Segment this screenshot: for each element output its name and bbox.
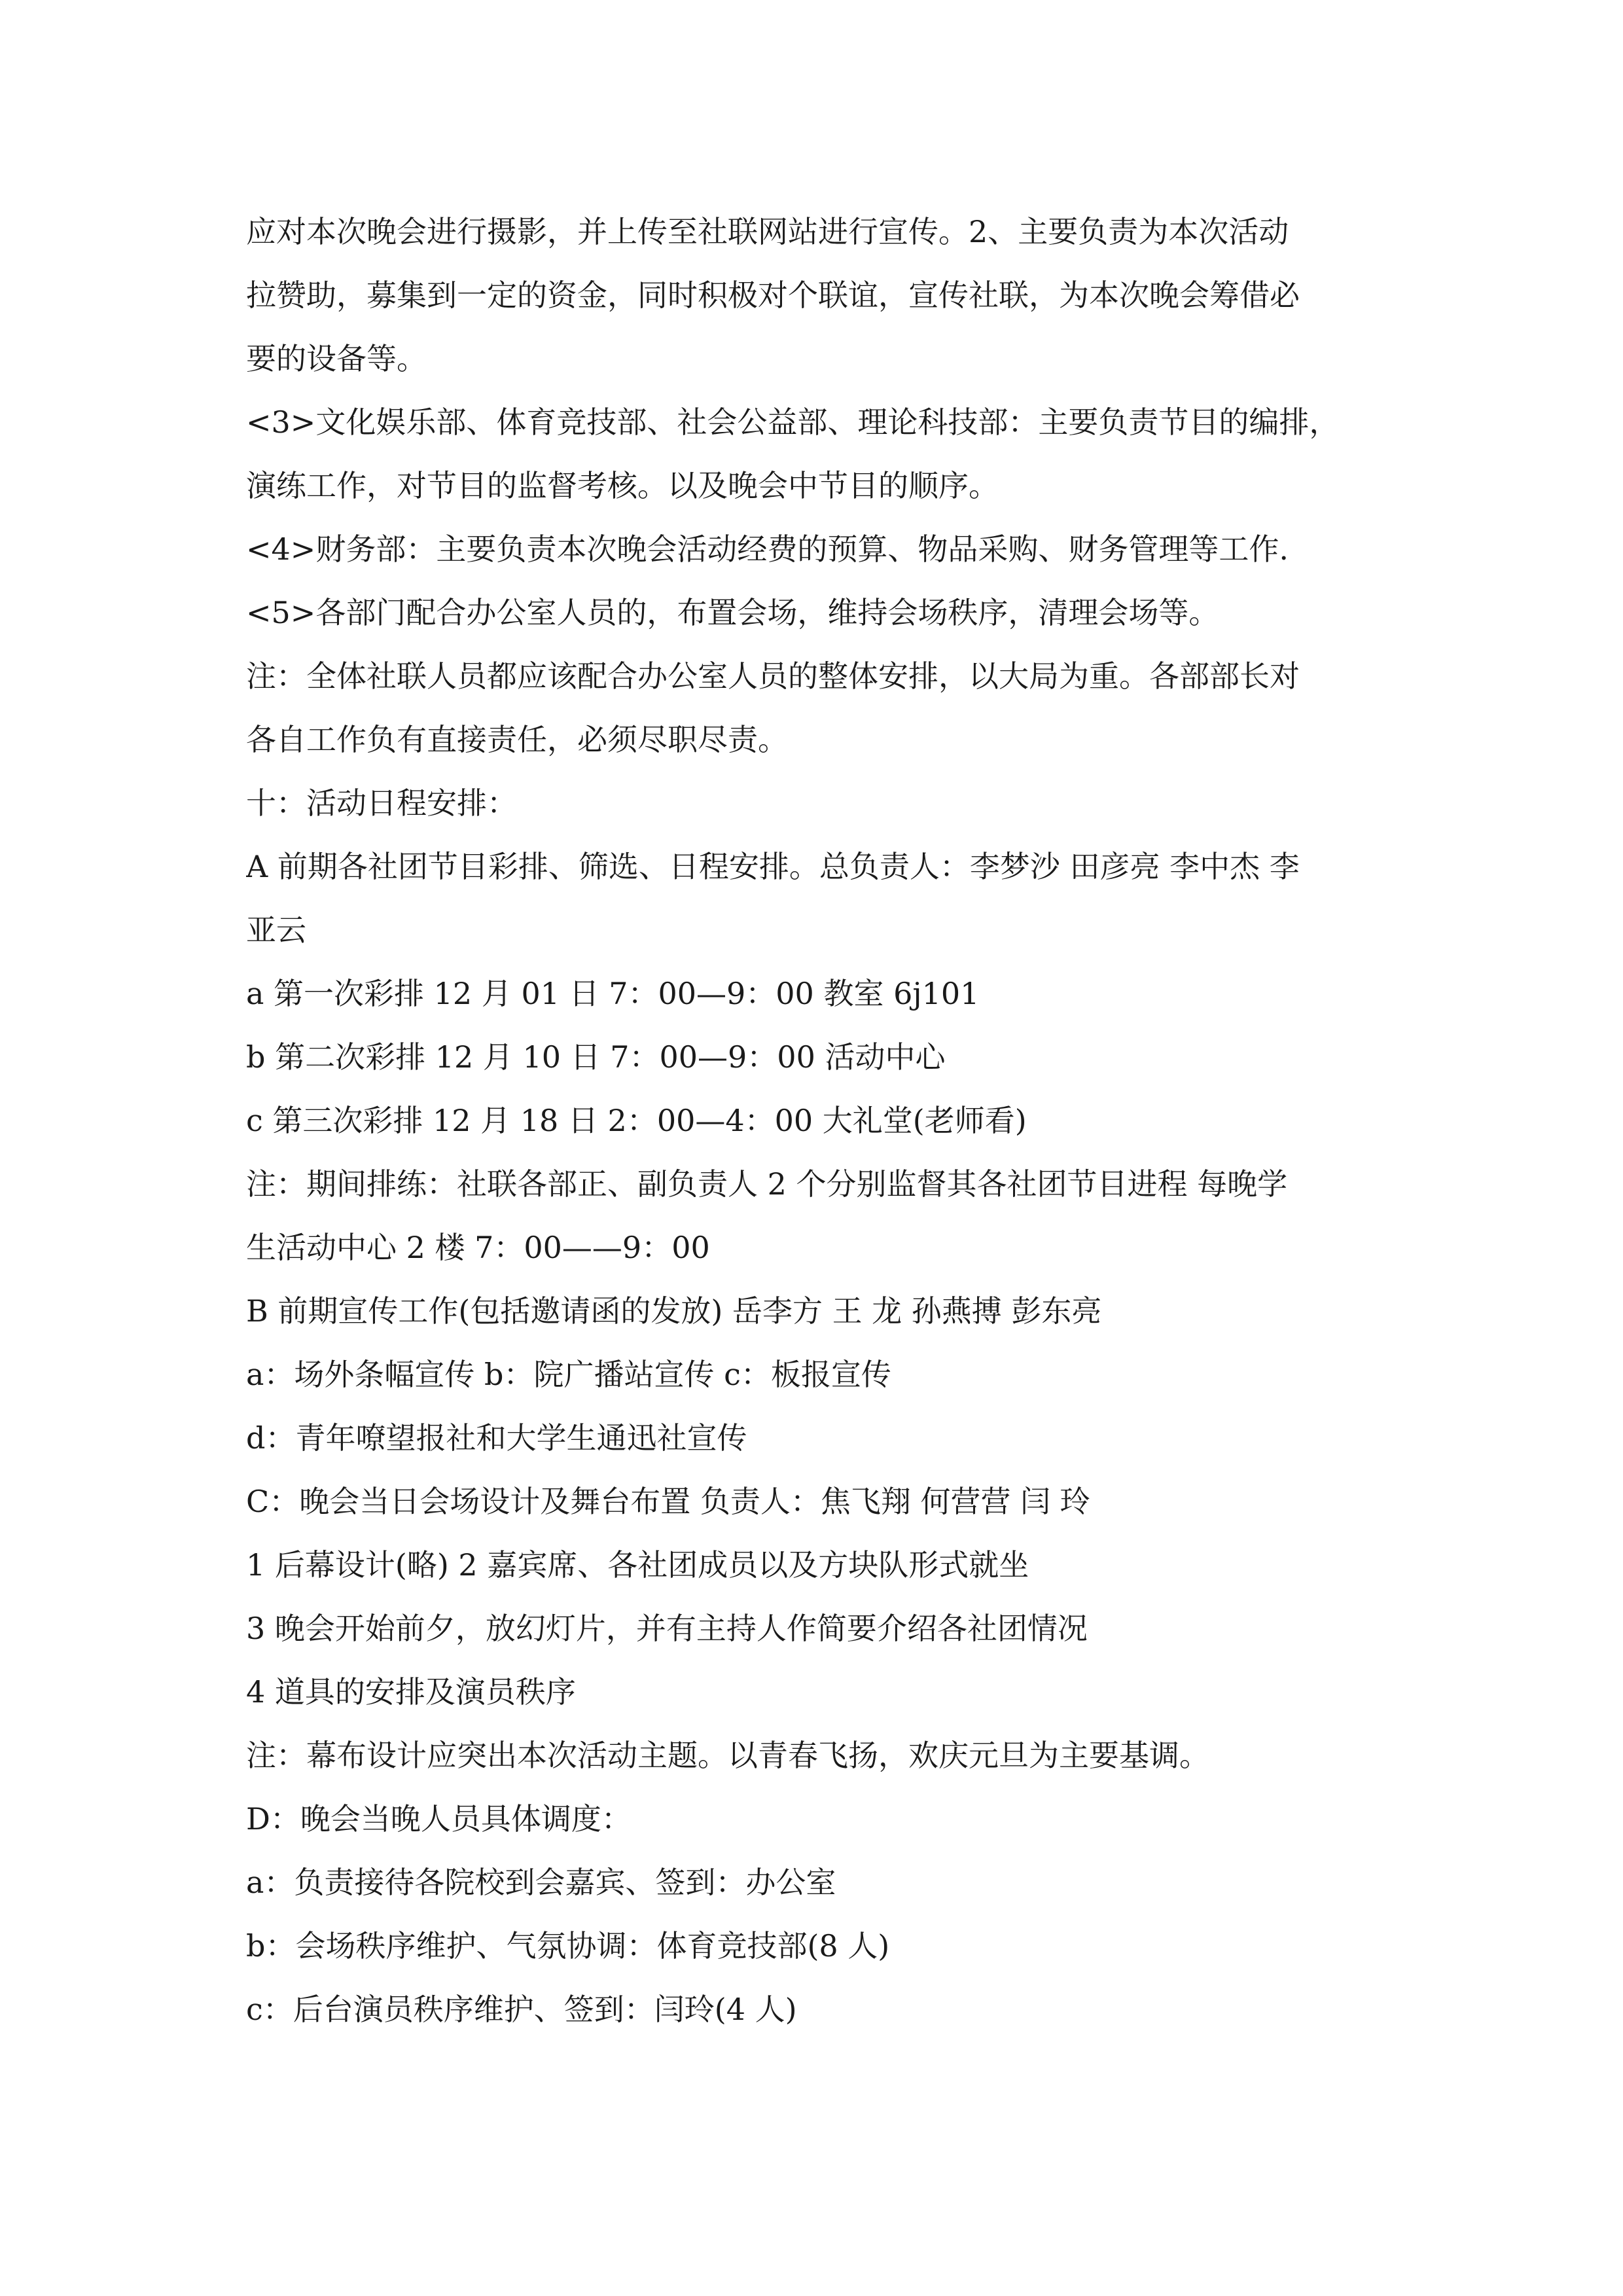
text-line: c 第三次彩排 12 月 18 日 2：00—4：00 大礼堂(老师看) [246, 1103, 1027, 1138]
text-line: 4 道具的安排及演员秩序 [246, 1674, 576, 1710]
text-line: A 前期各社团节目彩排、筛选、日程安排。总负责人：李梦沙 田彦亮 李中杰 李 [246, 849, 1300, 884]
text-line: 亚云 [246, 912, 306, 948]
text-line: a 第一次彩排 12 月 01 日 7：00—9：00 教室 6j101 [246, 976, 980, 1011]
text-line: 1 后幕设计(略) 2 嘉宾席、各社团成员以及方块队形式就坐 [246, 1547, 1029, 1583]
text-line: 生活动中心 2 楼 7：00——9：00 [246, 1230, 710, 1265]
text-line: 要的设备等。 [246, 341, 427, 376]
text-line: c：后台演员秩序维护、签到：闫玲(4 人) [246, 1992, 797, 2027]
text-line: 注：幕布设计应突出本次活动主题。以青春飞扬，欢庆元旦为主要基调。 [246, 1738, 1209, 1773]
text-line: C：晚会当日会场设计及舞台布置 负责人：焦飞翔 何营营 闫 玲 [246, 1484, 1090, 1519]
text-line: 3 晚会开始前夕，放幻灯片，并有主持人作简要介绍各社团情况 [246, 1611, 1088, 1646]
text-line: B 前期宣传工作(包括邀请函的发放) 岳李方 王 龙 孙燕搏 彭东亮 [246, 1293, 1102, 1329]
text-line: 各自工作负有直接责任，必须尽职尽责。 [246, 722, 788, 757]
text-line: 拉赞助，募集到一定的资金，同时积极对个联谊，宣传社联，为本次晚会筹借必 [246, 278, 1300, 313]
text-line: 应对本次晚会进行摄影，并上传至社联网站进行宣传。2、主要负责为本次活动 [246, 214, 1289, 249]
text-line: a：负责接待各院校到会嘉宾、签到：办公室 [246, 1865, 836, 1900]
text-line: <4>财务部：主要负责本次晚会活动经费的预算、物品采购、财务管理等工作. [246, 531, 1289, 567]
text-line: b：会场秩序维护、气氛协调：体育竞技部(8 人) [246, 1928, 890, 1964]
text-line: <5>各部门配合办公室人员的，布置会场，维持会场秩序，清理会场等。 [246, 595, 1219, 630]
text-line: <3>文化娱乐部、体育竞技部、社会公益部、理论科技部：主要负责节目的编排， [246, 404, 1340, 440]
document-body [246, 200, 1398, 2041]
text-line: 注：期间排练：社联各部正、副负责人 2 个分别监督其各社团节目进程 每晚学 [246, 1166, 1288, 1202]
text-line: 注：全体社联人员都应该配合办公室人员的整体安排，以大局为重。各部部长对 [246, 658, 1300, 694]
text-line: b 第二次彩排 12 月 10 日 7：00—9：00 活动中心 [246, 1039, 946, 1075]
text-line: 演练工作，对节目的监督考核。以及晚会中节目的顺序。 [246, 468, 999, 503]
text-line: d：青年嘹望报社和大学生通迅社宣传 [246, 1420, 747, 1456]
section-heading: 十：活动日程安排： [246, 785, 517, 821]
text-line: a：场外条幅宣传 b：院广播站宣传 c：板报宣传 [246, 1357, 891, 1392]
text-line: D：晚会当晚人员具体调度： [246, 1801, 632, 1837]
